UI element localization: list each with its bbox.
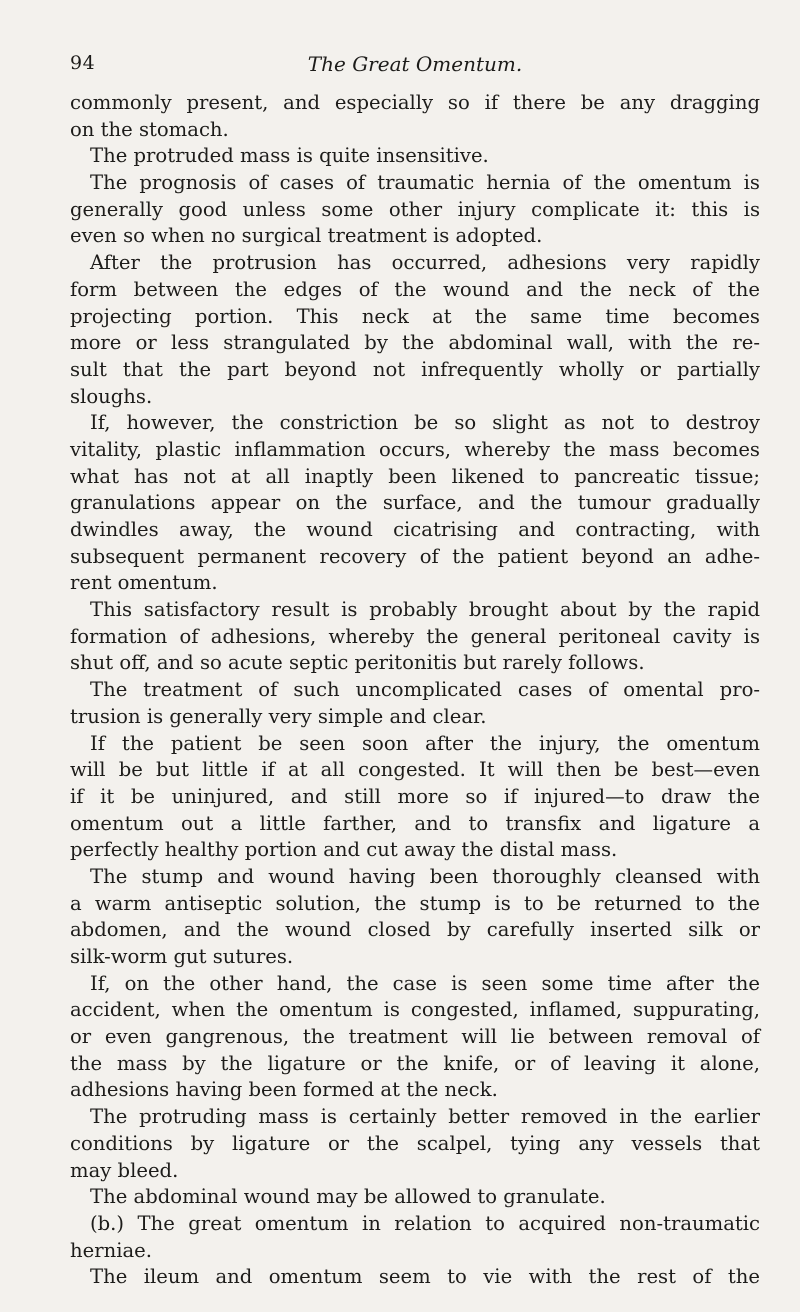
text-line: projecting portion. This neck at the same time becomes bbox=[70, 304, 760, 328]
text-line: adhesions having been formed at the neck. bbox=[70, 1078, 498, 1102]
text-line: This satisfactory result is probably brought about by the rapid bbox=[90, 598, 760, 622]
text-line: the mass by the ligature or the knife, or of leaving it alone, bbox=[70, 1051, 760, 1075]
text-line: dwindles away, the wound cicatrising and contracting, with bbox=[70, 518, 760, 541]
text-line: accident, when the omentum is congested, inflamed, suppurating, bbox=[70, 998, 760, 1022]
text-line: If, on the other hand, the case is seen some time after the bbox=[90, 971, 760, 995]
text-line: even so when no surgical treatment is adopted. bbox=[70, 224, 543, 248]
text-line: formation of adhesions, whereby the general peritoneal cavity is bbox=[70, 624, 760, 648]
text-line: commonly present, and especially so if there be any dragging bbox=[70, 91, 760, 114]
text-line: The prognosis of cases of traumatic hernia of the omentum is bbox=[90, 171, 760, 195]
body-text bbox=[70, 90, 760, 1291]
text-line: The protruding mass is certainly better removed in the earlier bbox=[90, 1105, 760, 1129]
text-line: The stump and wound having been thoroughly cleansed with bbox=[90, 864, 760, 888]
text-line: After the protrusion has occurred, adhesions very rapidly bbox=[90, 251, 760, 275]
text-line: sloughs. bbox=[70, 384, 153, 408]
text-line: The treatment of such uncomplicated cases of omental pro- bbox=[90, 678, 760, 702]
text-line: conditions by ligature or the scalpel, tying any vessels that bbox=[70, 1131, 760, 1155]
text-line: or even gangrenous, the treatment will lie between removal of bbox=[70, 1025, 760, 1049]
text-line: (b.) The great omentum in relation to acquired non-traumatic bbox=[90, 1211, 760, 1235]
text-line: granulations appear on the surface, and the tumour gradually bbox=[70, 491, 760, 515]
text-line: shut off, and so acute septic peritonitis but rarely follows. bbox=[70, 651, 645, 675]
text-line: if it be uninjured, and still more so if injured—to draw the bbox=[70, 784, 760, 808]
text-line: perfectly healthy portion and cut away the distal mass. bbox=[70, 838, 618, 862]
running-title: The Great Omentum. bbox=[307, 52, 523, 76]
text-line: on the stomach. bbox=[70, 117, 229, 141]
text-line: what has not at all inaptly been likened to pancreatic tissue; bbox=[70, 464, 760, 488]
text-line: herniae. bbox=[70, 1238, 152, 1262]
text-line: sult that the part beyond not infrequently wholly or partially bbox=[70, 357, 760, 381]
text-line: The ileum and omentum seem to vie with the rest of the bbox=[90, 1265, 760, 1289]
text-line: If, however, the constriction be so slight as not to destroy bbox=[90, 411, 760, 435]
text-line: a warm antiseptic solution, the stump is to be returned to the bbox=[70, 891, 760, 915]
text-line: subsequent permanent recovery of the patient beyond an adhe- bbox=[70, 544, 760, 568]
text-line: may bleed. bbox=[70, 1158, 179, 1182]
page-header bbox=[70, 52, 760, 82]
page-number: 94 bbox=[70, 52, 96, 74]
text-line: more or less strangulated by the abdominal wall, with the re- bbox=[70, 331, 760, 355]
text-line: will be but little if at all congested. It will then be best—even bbox=[70, 758, 760, 782]
text-line: abdomen, and the wound closed by carefully inserted silk or bbox=[70, 918, 760, 942]
text-line: The protruded mass is quite insensitive. bbox=[90, 144, 489, 168]
text-line: form between the edges of the wound and the neck of the bbox=[70, 277, 760, 301]
text-line: If the patient be seen soon after the injury, the omentum bbox=[90, 731, 760, 755]
text-line: vitality, plastic inflammation occurs, whereby the mass becomes bbox=[70, 437, 760, 461]
text-line: silk-worm gut sutures. bbox=[70, 945, 294, 968]
text-line: generally good unless some other injury complicate it: this is bbox=[70, 197, 760, 221]
text-line: trusion is generally very simple and clear. bbox=[70, 704, 487, 728]
text-line: omentum out a little farther, and to transfix and ligature a bbox=[70, 811, 760, 835]
text-line: The abdominal wound may be allowed to granulate. bbox=[90, 1185, 606, 1209]
text-line: rent omentum. bbox=[70, 571, 218, 595]
